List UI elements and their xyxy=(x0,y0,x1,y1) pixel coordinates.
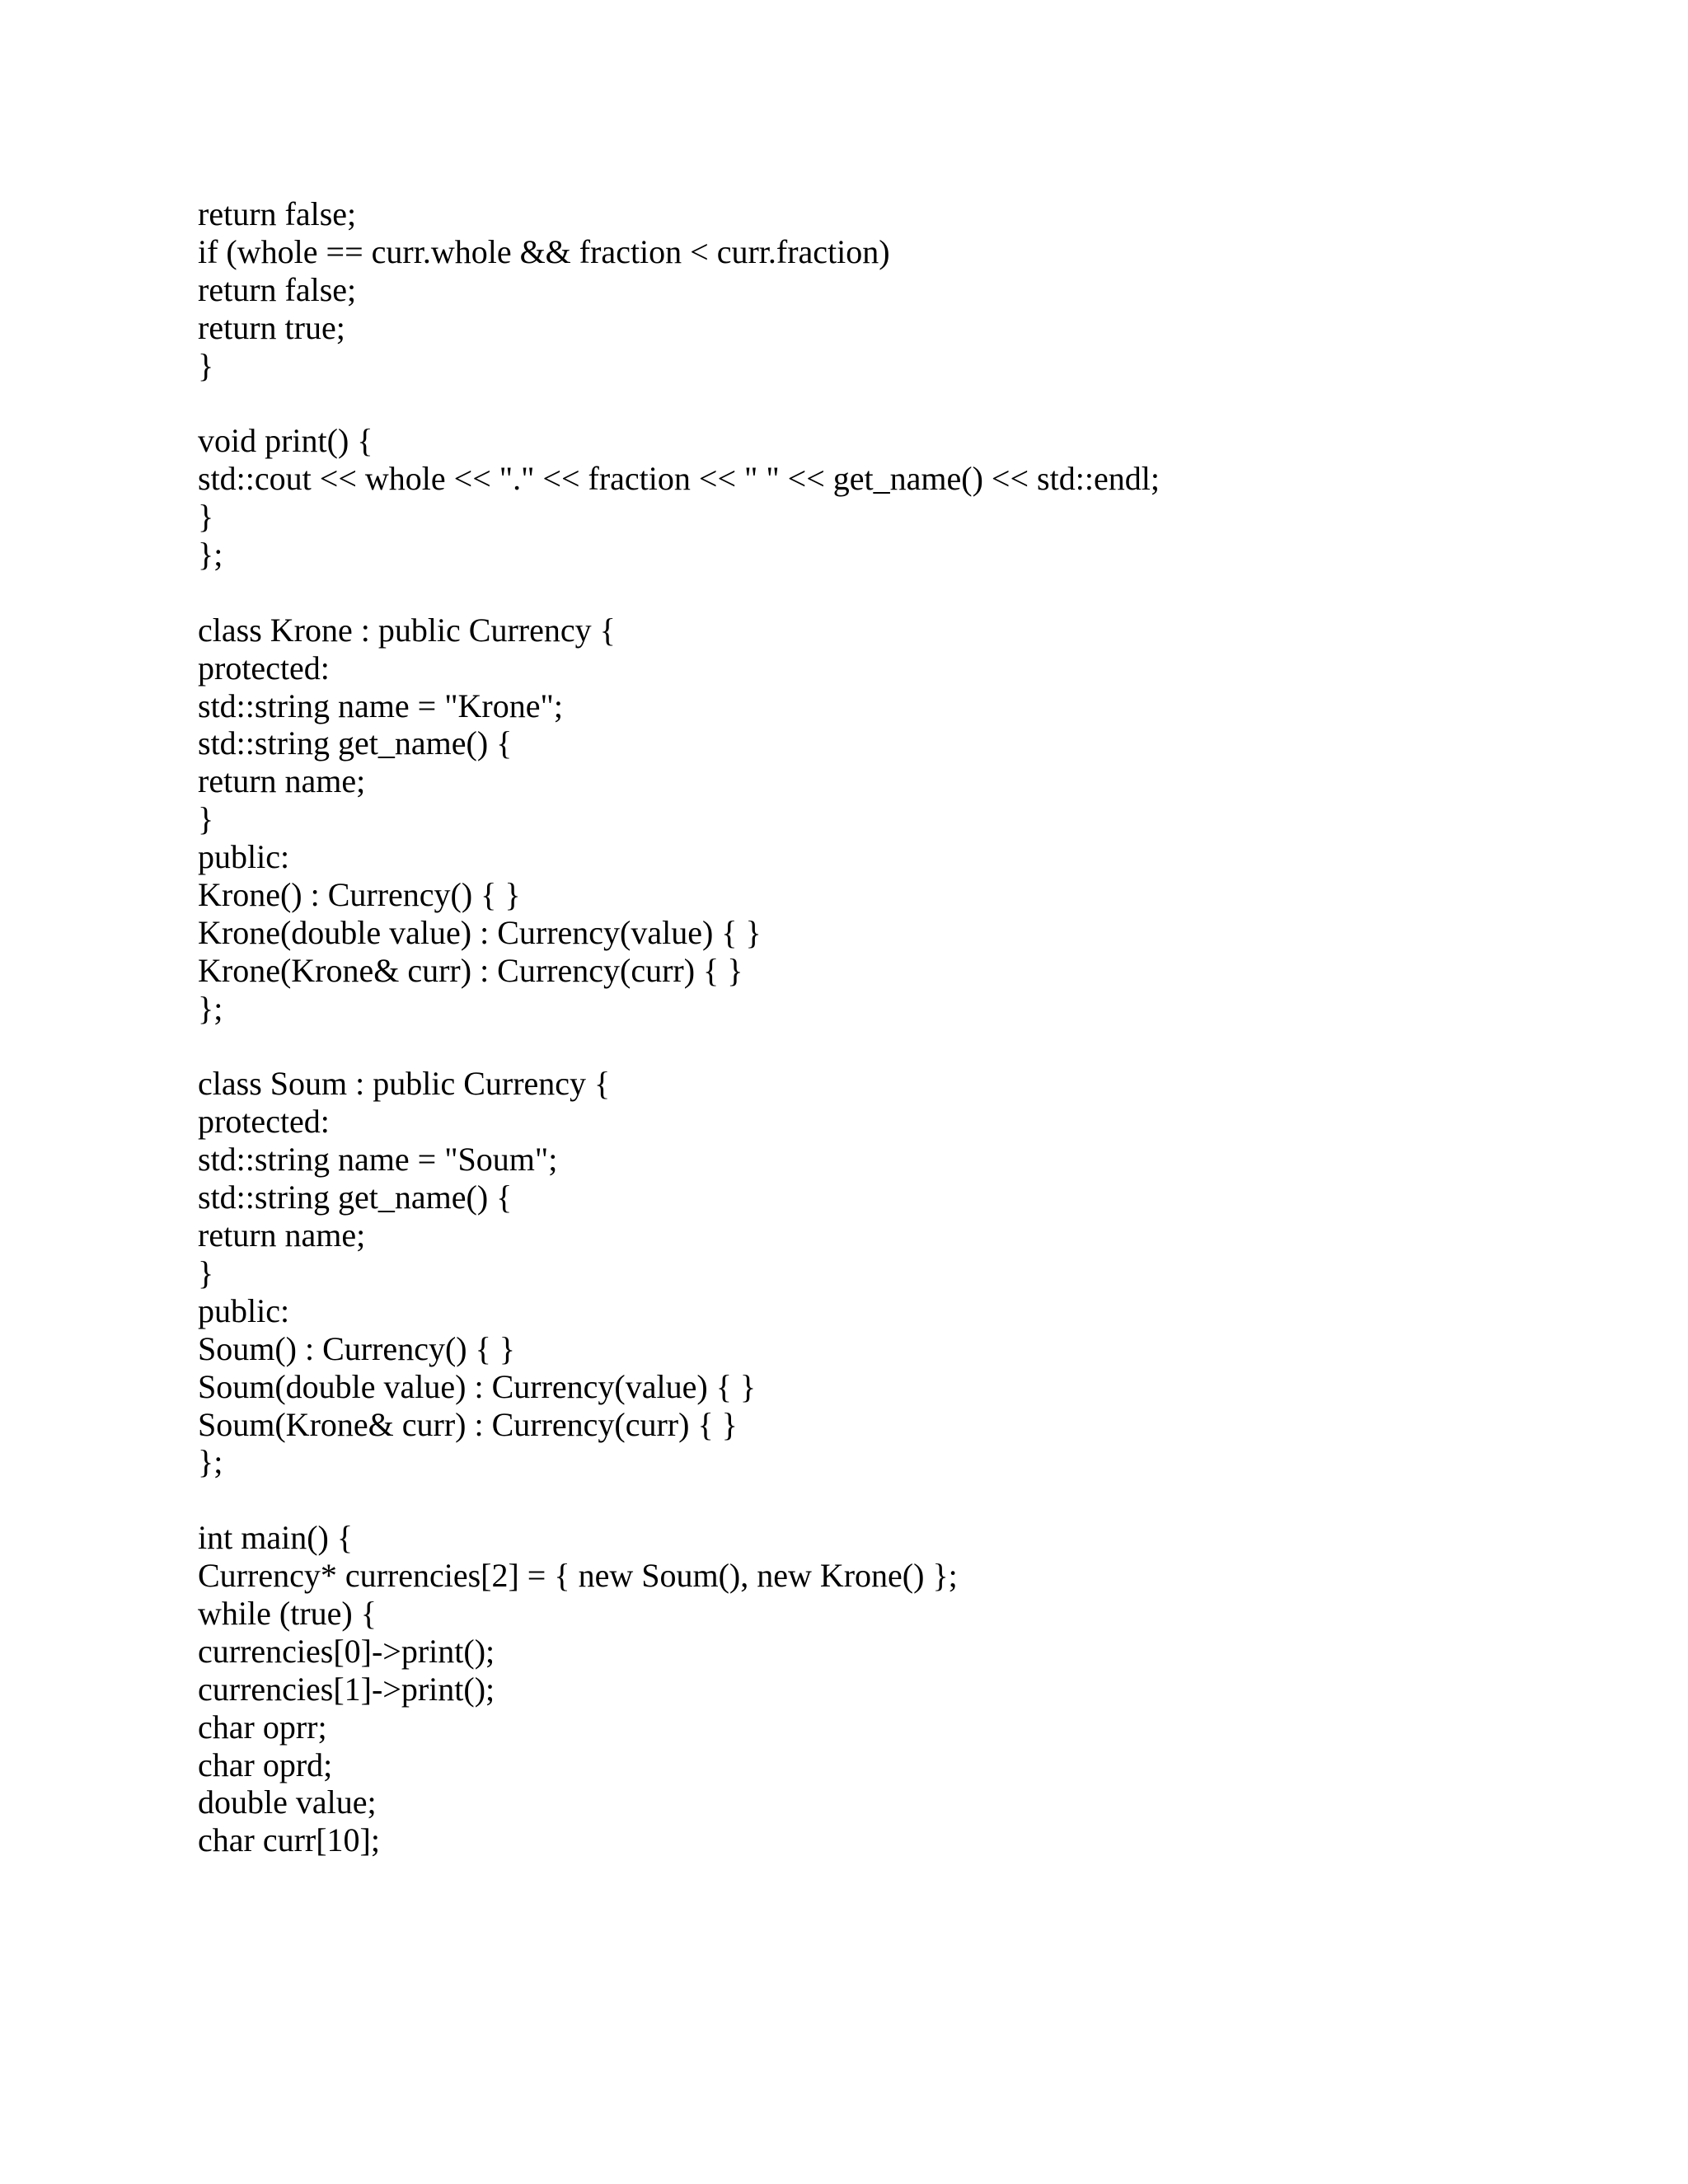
code-line: }; xyxy=(198,1443,223,1481)
code-line: char oprd; xyxy=(198,1746,333,1783)
code-line: currencies[1]->print(); xyxy=(198,1670,495,1708)
code-line: }; xyxy=(198,989,223,1027)
code-line: protected: xyxy=(198,649,330,687)
code-line: double value; xyxy=(198,1783,377,1821)
code-line: } xyxy=(198,800,214,838)
code-line: return false; xyxy=(198,195,357,232)
blank-line xyxy=(198,384,1599,422)
code-line: } xyxy=(198,346,214,384)
code-line: if (whole == curr.whole && fraction < curr.fraction) xyxy=(198,232,890,270)
blank-line xyxy=(198,574,1599,612)
code-line: return name; xyxy=(198,762,366,800)
blank-line xyxy=(198,1481,1599,1519)
code-line: Soum() : Currency() { } xyxy=(198,1329,515,1367)
code-line: currencies[0]->print(); xyxy=(198,1632,495,1670)
code-line: while (true) { xyxy=(198,1594,377,1632)
code-listing xyxy=(198,195,1599,1859)
code-line: } xyxy=(198,498,214,536)
code-line: protected: xyxy=(198,1103,330,1141)
code-line: Soum(Krone& curr) : Currency(curr) { } xyxy=(198,1405,738,1443)
code-line: public: xyxy=(198,1291,290,1329)
code-line: }; xyxy=(198,536,223,574)
code-line: Soum(double value) : Currency(value) { } xyxy=(198,1367,757,1405)
code-line: Krone(double value) : Currency(value) { } xyxy=(198,913,762,951)
code-line: std::string name = "Soum"; xyxy=(198,1141,558,1179)
code-line: class Krone : public Currency { xyxy=(198,611,616,649)
code-line: class Soum : public Currency { xyxy=(198,1065,611,1103)
code-line: void print() { xyxy=(198,422,373,460)
code-line: Krone(Krone& curr) : Currency(curr) { } xyxy=(198,951,743,989)
code-line: } xyxy=(198,1254,214,1291)
code-line: std::cout << whole << "." << fraction << " " << get_name() << std::endl; xyxy=(198,460,1160,498)
code-line: char curr[10]; xyxy=(198,1821,380,1859)
code-line: char oprr; xyxy=(198,1708,327,1746)
code-line: public: xyxy=(198,838,290,876)
blank-line xyxy=(198,1028,1599,1066)
code-line: return false; xyxy=(198,270,357,308)
code-line: return true; xyxy=(198,308,345,346)
code-line: Currency* currencies[2] = { new Soum(), new Krone() }; xyxy=(198,1557,958,1595)
code-line: Krone() : Currency() { } xyxy=(198,876,521,914)
code-line: std::string get_name() { xyxy=(198,724,513,762)
code-line: int main() { xyxy=(198,1519,354,1557)
code-line: std::string get_name() { xyxy=(198,1179,513,1216)
code-line: std::string name = "Krone"; xyxy=(198,687,563,724)
code-line: return name; xyxy=(198,1216,366,1254)
